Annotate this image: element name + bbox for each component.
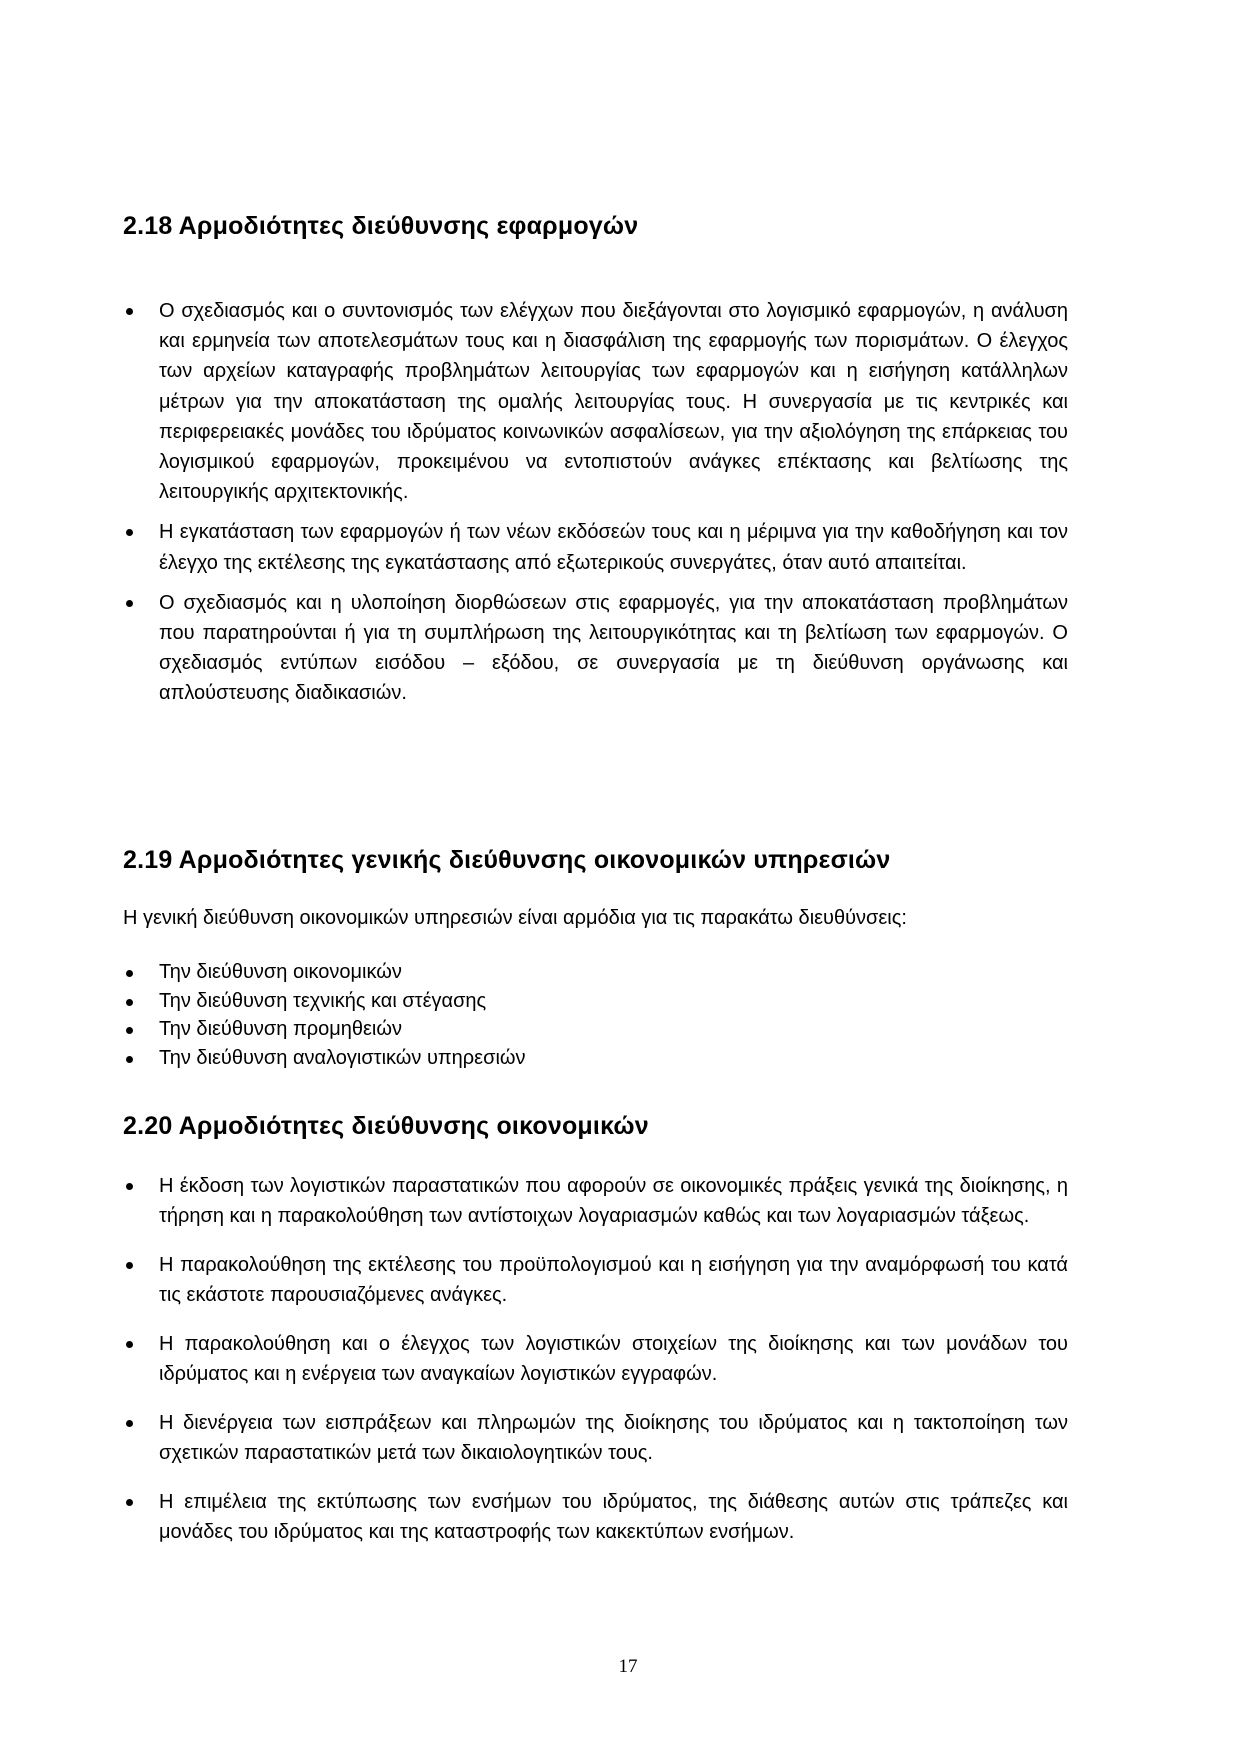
list-item: Η παρακολούθηση και ο έλεγχος των λογιστικών στοιχείων της διοίκησης και των μονάδων του ιδρύματος και η ενέργεια των αναγκαίων λογιστικών εγγραφών. (123, 1329, 1068, 1389)
section-220-heading: 2.20 Αρμοδιότητες διεύθυνσης οικονομικών (123, 1112, 649, 1140)
list-item: Η επιμέλεια της εκτύπωσης των ενσήμων του ιδρύματος, της διάθεσης αυτών στις τράπεζες και μονάδες του ιδρύματος και της καταστροφής των κακεκτύπων ενσήμων. (123, 1487, 1068, 1547)
section-218-list (123, 296, 1068, 719)
list-item: Η παρακολούθηση της εκτέλεσης του προϋπολογισμού και η εισήγηση για την αναμόρφωσή του κατά τις εκάστοτε παρουσιαζόμενες ανάγκες. (123, 1250, 1068, 1310)
list-item: Ο σχεδιασμός και η υλοποίηση διορθώσεων στις εφαρμογές, για την αποκατάσταση προβλημάτων που παρατηρούνται ή για τη συμπλήρωση της λειτουργικότητας και τη βελτίωση των εφαρμογών. Ο σχεδιασμός εντύπων εισόδου – εξόδου, σε συνεργασία με τη διεύθυνση οργάνωσης και απλούστευσης διαδικασιών. (123, 588, 1068, 709)
list-item: Την διεύθυνση αναλογιστικών υπηρεσιών (123, 1044, 1068, 1073)
list-item: Την διεύθυνση τεχνικής και στέγασης (123, 987, 1068, 1016)
section-219-intro: Η γενική διεύθυνση οικονομικών υπηρεσιών είναι αρμόδια για τις παρακάτω διευθύνσεις: (123, 907, 907, 929)
list-item: Την διεύθυνση προμηθειών (123, 1015, 1068, 1044)
list-item: Την διεύθυνση οικονομικών (123, 958, 1068, 987)
list-item: Η εγκατάσταση των εφαρμογών ή των νέων εκδόσεών τους και η μέριμνα για την καθοδήγηση και τον έλεγχο της εκτέλεσης της εγκατάστασης από εξωτερικούς συνεργάτες, όταν αυτό απαιτείται. (123, 517, 1068, 577)
section-220-list (123, 1171, 1068, 1566)
list-item: Η διενέργεια των εισπράξεων και πληρωμών της διοίκησης του ιδρύματος και η τακτοποίηση των σχετικών παραστατικών μετά των δικαιολογητικών τους. (123, 1408, 1068, 1468)
section-218-heading: 2.18 Αρμοδιότητες διεύθυνσης εφαρμογών (123, 212, 639, 240)
list-item: Η έκδοση των λογιστικών παραστατικών που αφορούν σε οικονομικές πράξεις γενικά της διοίκησης, η τήρηση και η παρακολούθηση των αντίστοιχων λογαριασμών καθώς και των λογαριασμών τάξεως. (123, 1171, 1068, 1231)
list-item: Ο σχεδιασμός και ο συντονισμός των ελέγχων που διεξάγονται στο λογισμικό εφαρμογών, η ανάλυση και ερμηνεία των αποτελεσμάτων τους και η διασφάλιση της εφαρμογής των πορισμάτων. Ο έλεγχος των αρχείων καταγραφής προβλημάτων λειτουργίας των εφαρμογών και η εισήγηση κατάλληλων μέτρων για την αποκατάσταση της ομαλής λειτουργίας τους. Η συνεργασία με τις κεντρικές και περιφερειακές μονάδες του ιδρύματος κοινωνικών ασφαλίσεων, για την αξιολόγηση της επάρκειας του λογισμικού εφαρμογών, προκειμένου να εντοπιστούν ανάγκες επέκτασης και βελτίωσης της λειτουργικής αρχιτεκτονικής. (123, 296, 1068, 507)
section-219-list (123, 958, 1068, 1072)
page-number: 17 (618, 1656, 638, 1677)
section-219-heading: 2.19 Αρμοδιότητες γενικής διεύθυνσης οικονομικών υπηρεσιών (123, 846, 891, 874)
